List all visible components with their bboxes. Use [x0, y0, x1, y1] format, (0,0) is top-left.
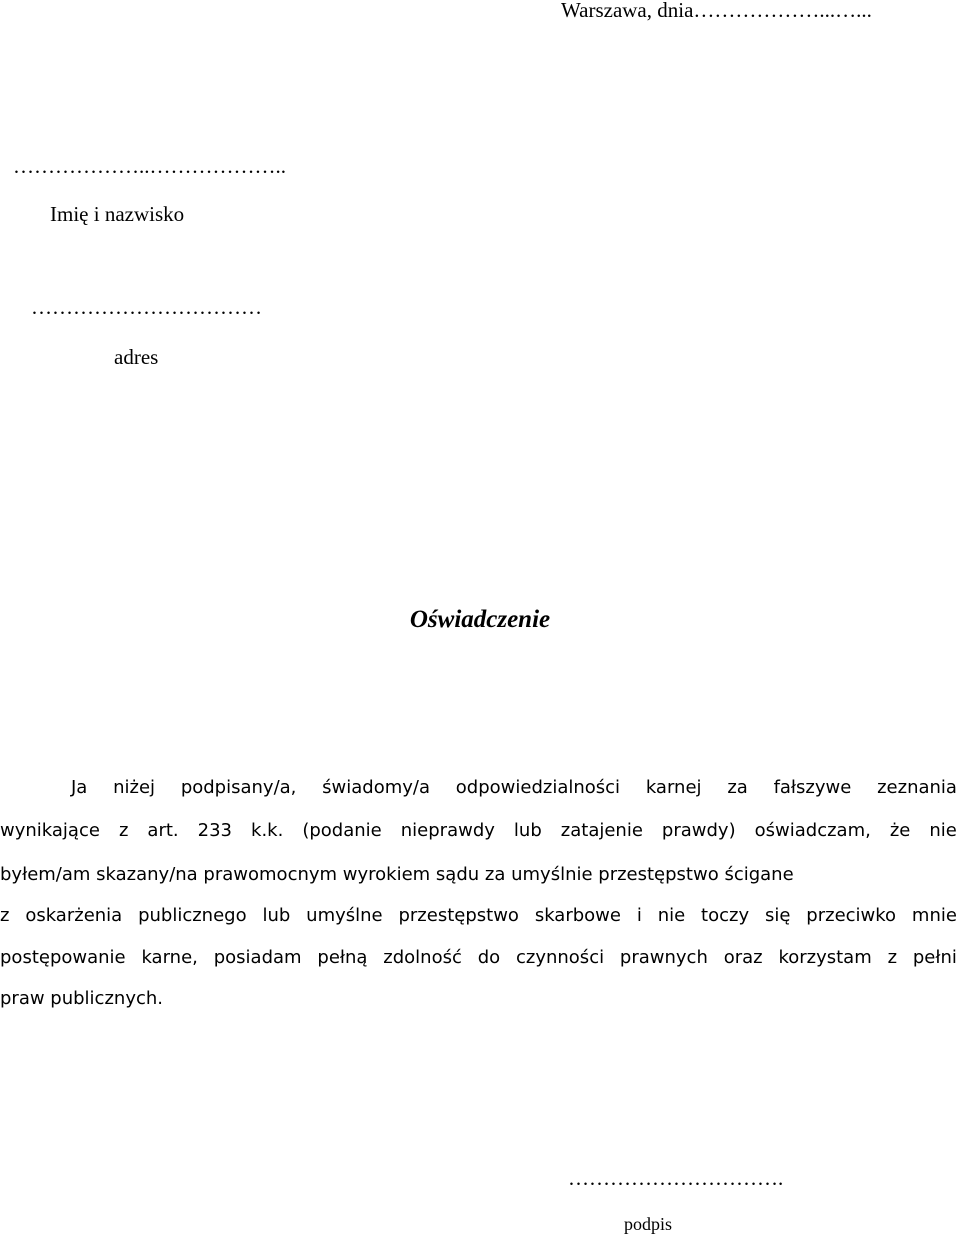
- word: oraz: [723, 947, 763, 968]
- word: zdolność: [383, 947, 462, 968]
- word: korzystam: [778, 947, 872, 968]
- word: nie: [657, 905, 686, 926]
- body-line-6: praw publicznych.: [0, 988, 163, 1009]
- word: przestępstwo: [398, 905, 519, 926]
- body-line-1: [71, 777, 957, 798]
- word: (podanie: [302, 820, 382, 841]
- word: odpowiedzialności: [455, 777, 621, 798]
- signature-placeholder-dots: ………………………….: [568, 1166, 784, 1190]
- word: toczy: [701, 905, 750, 926]
- word: k.k.: [251, 820, 284, 841]
- word: przeciwko: [806, 905, 897, 926]
- word: karnej: [645, 777, 702, 798]
- word: i: [636, 905, 642, 926]
- word: pełną: [317, 947, 368, 968]
- word: pełni: [912, 947, 957, 968]
- word: posiadam: [213, 947, 302, 968]
- name-label: Imię i nazwisko: [50, 202, 185, 226]
- word: zatajenie: [560, 820, 643, 841]
- word: się: [764, 905, 791, 926]
- body-line-4: [0, 905, 957, 926]
- word: mnie: [911, 905, 957, 926]
- word: lub: [262, 905, 291, 926]
- word: lub: [513, 820, 542, 841]
- body-line-5: [0, 947, 957, 968]
- word: nieprawdy: [400, 820, 495, 841]
- word: umyślne: [306, 905, 383, 926]
- word: oświadczam,: [754, 820, 871, 841]
- word: 233: [197, 820, 233, 841]
- word: wynikające: [0, 820, 100, 841]
- address-label: adres: [114, 345, 159, 369]
- word: świadomy/a: [322, 777, 431, 798]
- body-line-2: [0, 820, 957, 841]
- word: czynności: [515, 947, 605, 968]
- body-line-3: byłem/am skazany/na prawomocnym wyrokiem sądu za umyślnie przestępstwo ścigane: [0, 864, 794, 885]
- word: oskarżenia: [25, 905, 123, 926]
- word: postępowanie: [0, 947, 126, 968]
- word: prawnych: [619, 947, 708, 968]
- address-placeholder-dots: ……………………………: [31, 295, 262, 319]
- word: do: [477, 947, 501, 968]
- word: art.: [147, 820, 179, 841]
- word: prawdy): [661, 820, 736, 841]
- word: że: [889, 820, 911, 841]
- word: karne,: [141, 947, 198, 968]
- word: niżej: [113, 777, 156, 798]
- word: za: [727, 777, 748, 798]
- word: z: [0, 905, 10, 926]
- word: zeznania: [877, 777, 957, 798]
- word: podpisany/a,: [180, 777, 297, 798]
- name-placeholder-dots: ………………..………………..: [13, 154, 286, 178]
- word: z: [887, 947, 898, 968]
- word: z: [118, 820, 129, 841]
- word: nie: [929, 820, 957, 841]
- date-line: Warszawa, dnia………………...…...: [561, 0, 872, 22]
- word: skarbowe: [534, 905, 621, 926]
- word: fałszywe: [773, 777, 852, 798]
- signature-label: podpis: [624, 1214, 673, 1234]
- document-title: Oświadczenie: [409, 606, 551, 633]
- word: publicznego: [138, 905, 247, 926]
- word: Ja: [71, 777, 88, 798]
